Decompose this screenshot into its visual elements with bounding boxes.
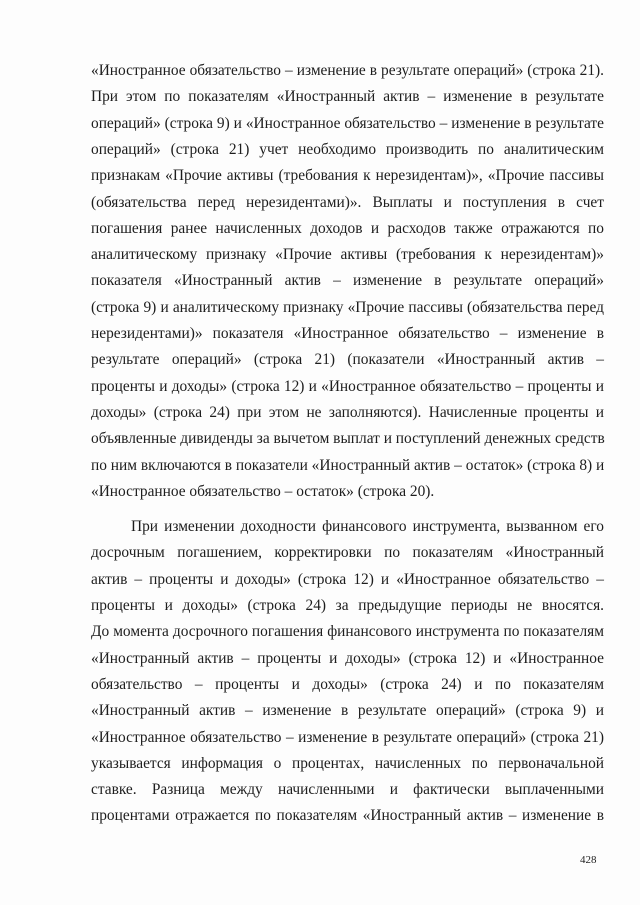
text-line: «Иностранный актив – проценты и доходы» (строка 12) и «Иностранное xyxy=(91,649,604,667)
text-line: При этом по показателям «Иностранный актив – изменение в результате xyxy=(91,88,604,106)
text-line: результате операций» (строка 21) (показатели «Иностранный актив – xyxy=(91,351,604,369)
text-line: проценты и доходы» (строка 24) за предыдущие периоды не вносятся. xyxy=(91,597,604,614)
text-line: показателя «Иностранный актив – изменение в результате операций» xyxy=(91,272,604,290)
text-line: признакам «Прочие активы (требования к нерезидентам)», «Прочие пассивы xyxy=(91,167,604,185)
text-line: досрочным погашением, корректировки по показателям «Иностранный xyxy=(91,544,604,562)
text-line: указывается информация о процентах, начисленных по первоначальной xyxy=(91,754,604,772)
text-line: «Иностранный актив – изменение в результате операций» (строка 9) и xyxy=(91,702,604,720)
page-number: 428 xyxy=(580,854,597,866)
text-line: При изменении доходности финансового инструмента, вызванном его xyxy=(131,518,604,536)
text-line: ставке. Разница между начисленными и фактически выплаченными xyxy=(91,781,604,799)
text-line: «Иностранное обязательство – изменение в результате операций» (строка 21) xyxy=(91,728,604,746)
text-line: «Иностранное обязательство – изменение в результате операций» (строка 21). xyxy=(91,62,604,79)
text-line: процентами отражается по показателям «Иностранный актив – изменение в xyxy=(91,807,604,825)
text-line: нерезидентами)» показателя «Иностранное обязательство – изменение в xyxy=(91,325,604,342)
text-line: аналитическому признаку «Прочие активы (требования к нерезидентам)» xyxy=(91,246,604,264)
text-line: (строка 9) и аналитическому признаку «Прочие пассивы (обязательства перед xyxy=(91,298,604,316)
text-line: объявленные дивиденды за вычетом выплат и поступлений денежных средств xyxy=(91,430,605,448)
text-line: обязательство – проценты и доходы» (строка 24) и по показателям xyxy=(91,675,604,693)
text-line: (обязательства перед нерезидентами)». Выплаты и поступления в счет xyxy=(91,193,604,211)
text-line: «Иностранное обязательство – остаток» (строка 20). xyxy=(91,482,435,500)
text-line: операций» (строка 21) учет необходимо производить по аналитическим xyxy=(91,140,604,158)
text-line: по ним включаются в показатели «Иностранный актив – остаток» (строка 8) и xyxy=(91,456,605,474)
text-line: До момента досрочного погашения финансового инструмента по показателям xyxy=(91,623,604,641)
text-line: проценты и доходы» (строка 12) и «Иностранное обязательство – проценты и xyxy=(91,377,604,395)
text-line: операций» (строка 9) и «Иностранное обязательство – изменение в результате xyxy=(91,114,604,132)
text-line: доходы» (строка 24) при этом не заполняются). Начисленные проценты и xyxy=(91,403,604,421)
text-line: погашения ранее начисленных доходов и расходов также отражаются по xyxy=(91,219,604,237)
text-line: актив – проценты и доходы» (строка 12) и «Иностранное обязательство – xyxy=(91,570,604,588)
